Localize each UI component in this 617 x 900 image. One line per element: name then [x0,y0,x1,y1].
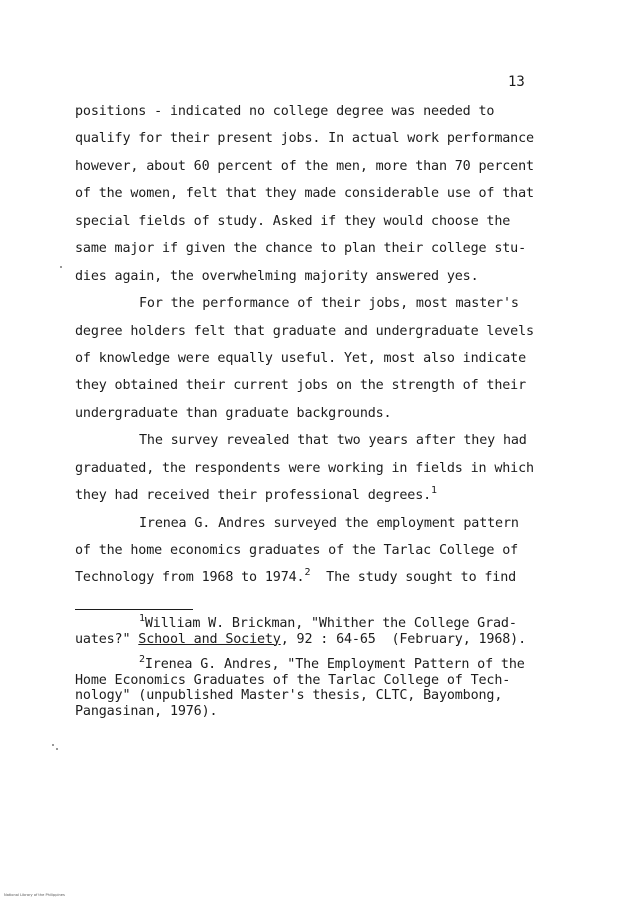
footnote-ref[interactable]: 1 [431,485,437,497]
footnote-1 [75,613,553,647]
text-line: Irenea G. Andres surveyed the employment pattern [139,515,519,531]
text-segment: they had received their professional degrees. [75,488,432,504]
text-segment: Technology from 1968 to 1974. [75,570,305,586]
footnote-ref[interactable]: 2 [304,567,311,579]
text-line: degree holders felt that graduate and undergraduate levels [75,323,534,339]
page-number: 13 [508,74,525,90]
footnote-text: nology" (unpublished Master's thesis, CLTC, Bayombong, [75,688,503,703]
footnote-text: Pangasinan, 1976). [75,703,218,719]
text-line: however, about 60 percent of the men, more than 70 percent [75,158,534,174]
text-line: positions - indicated no college degree was needed to [75,104,495,119]
footnote-marker: 2 [139,654,145,665]
footnote-text: uates?" [75,631,139,647]
footnotes [75,613,553,719]
text-line: same major if given the chance to plan their college stu- [75,241,526,257]
text-line: undergraduate than graduate backgrounds. [75,405,392,421]
archive-footer: National Library of the Philippines [4,893,65,897]
text-line: of knowledge were equally useful. Yet, most also indicate [75,350,526,366]
text-line: of the home economics graduates of the Tarlac College of [75,543,519,558]
footnote-marker: 1 [139,613,145,624]
scan-speck [60,266,62,268]
scan-speck [56,748,58,750]
journal-title: School and Society [138,631,281,647]
text-segment: The study sought to find [310,570,517,586]
text-line: graduated, the respondents were working in fields in which [75,460,534,476]
text-line: special fields of study. Asked if they would choose the [75,213,511,229]
text-line: qualify for their present jobs. In actual work performance [75,131,534,147]
footnote-text: William W. Brickman, "Whither the College Grad- [144,616,517,631]
text-line: The survey revealed that two years after they had [139,433,527,449]
footnote-text: , 92 : 64-65 (February, 1968). [280,631,526,647]
footnote-2 [75,654,553,719]
text-line [75,564,553,591]
text-line: For the performance of their jobs, most master's [139,296,519,312]
footnote-text: Irenea G. Andres, "The Employment Pattern of the [144,657,525,672]
body-text [75,98,553,592]
text-line [75,482,553,509]
text-line: dies again, the overwhelming majority answered yes. [75,268,479,284]
text-line: they obtained their current jobs on the strength of their [75,378,526,394]
scan-speck [52,744,54,746]
footnote-divider [75,609,193,610]
footnote-text: Home Economics Graduates of the Tarlac College of Tech- [75,672,511,688]
text-line: of the women, felt that they made considerable use of that [75,186,534,202]
